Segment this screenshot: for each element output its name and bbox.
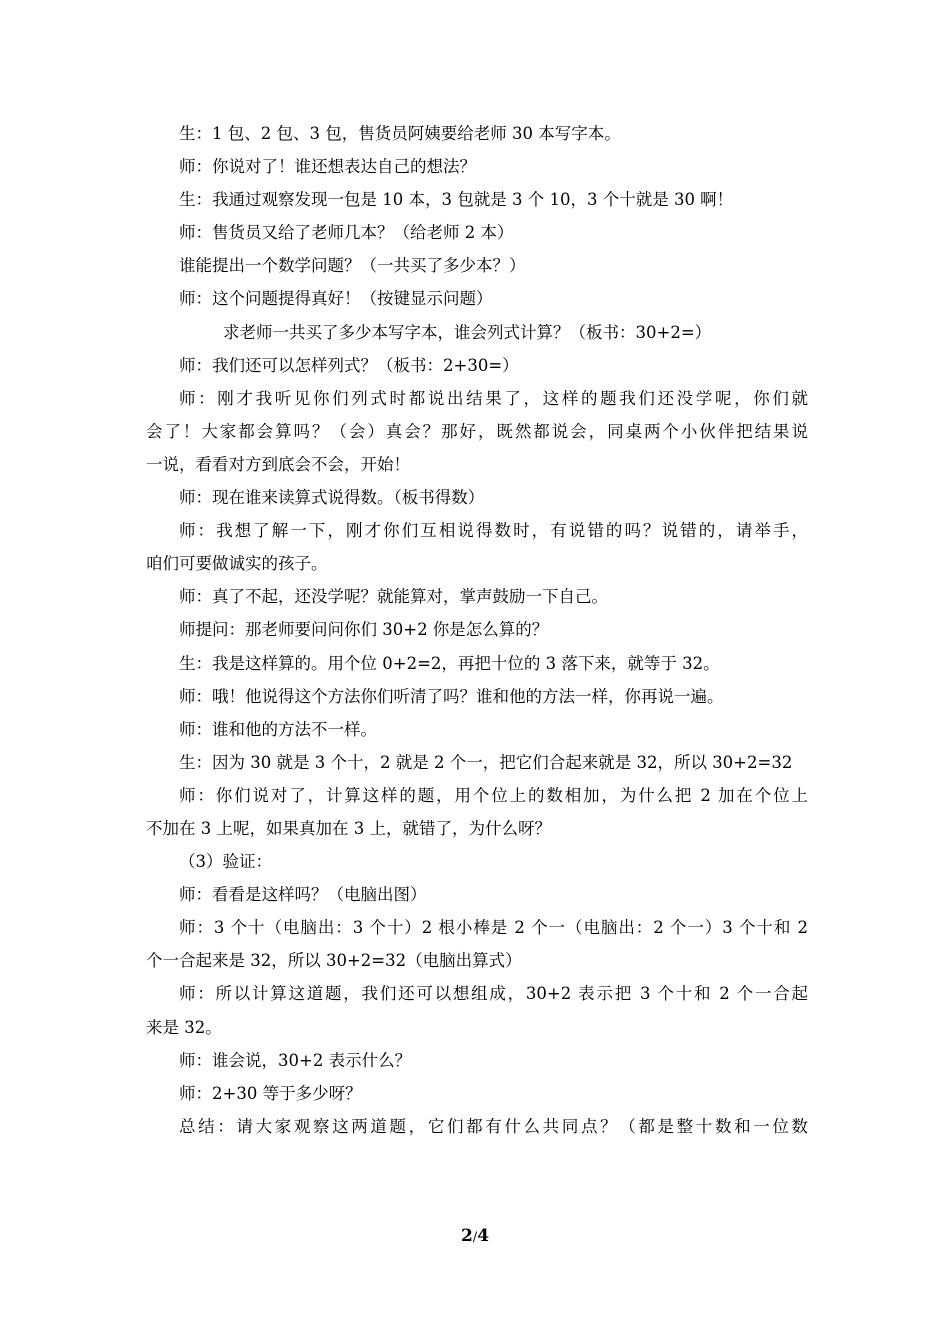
paragraph-line: 师：2+30 等于多少呀？ [179, 1083, 362, 1103]
document-body [146, 117, 808, 1143]
paragraph-line: 求老师一共买了多少本写字本，谁会列式计算？（板书：30+2=） [223, 322, 712, 342]
page-number-total: 4 [477, 1226, 490, 1246]
paragraph-line: 师：我想了解一下，刚才你们互相说得数时，有说错的吗？说错的，请举手， [179, 521, 808, 541]
paragraph-line: 咱们可要做诚实的孩子。 [146, 554, 328, 574]
paragraph-line: 生：我通过观察发现一包是 10 本，3 包就是 3 个 10，3 个十就是 30 啊！ [179, 190, 734, 210]
paragraph-line: 师：谁和他的方法不一样。 [179, 719, 377, 739]
page-number-current: 2 [460, 1226, 473, 1246]
paragraph-line: 师：我们还可以怎样列式？（板书：2+30=） [179, 355, 519, 375]
section-heading: （3）验证： [179, 852, 272, 872]
paragraph-line: 师：谁会说，30+2 表示什么？ [179, 1050, 412, 1070]
paragraph-line: 师：哦！他说得这个方法你们听清了吗？谁和他的方法一样，你再说一遍。 [179, 686, 724, 706]
page-number-separator: / [472, 1230, 478, 1245]
paragraph-line: 师：3 个十（电脑出：3 个十）2 根小棒是 2 个一（电脑出：2 个一）3 个十和 2 [179, 918, 808, 938]
paragraph-line: 生：1 包、2 包、3 包，售货员阿姨要给老师 30 本写字本。 [179, 124, 621, 143]
paragraph-line: 一说，看看对方到底会不会，开始！ [146, 454, 410, 474]
paragraph-line: 生：因为 30 就是 3 个十，2 就是 2 个一，把它们合起来就是 32，所以 30+2=32 [179, 752, 793, 772]
page-number [0, 1226, 950, 1246]
paragraph-line: 个一合起来是 32，所以 30+2=32（电脑出算式） [146, 951, 522, 971]
paragraph-line: 师：这个问题提得真好！（按键显示问题） [179, 289, 493, 309]
paragraph-line: 师：现在谁来读算式说得数。（板书得数） [179, 488, 485, 508]
paragraph-line: 师：你说对了！谁还想表达自己的想法？ [179, 157, 476, 177]
paragraph-line: 会了！大家都会算吗？（会）真会？那好，既然都说会，同桌两个小伙伴把结果说 [146, 421, 808, 441]
paragraph-line: 师：你们说对了，计算这样的题，用个位上的数相加，为什么把 2 加在个位上 [179, 785, 808, 805]
paragraph-line: 师：所以计算这道题，我们还可以想组成，30+2 表示把 3 个十和 2 个一合起 [179, 984, 808, 1004]
paragraph-line: 师：看看是这样吗？（电脑出图） [179, 885, 427, 905]
paragraph-line: 生：我是这样算的。用个位 0+2=2，再把十位的 3 落下来，就等于 32。 [179, 653, 720, 673]
paragraph-line: 师：刚才我听见你们列式时都说出结果了，这样的题我们还没学呢，你们就 [179, 388, 808, 408]
paragraph-line: 不加在 3 上呢，如果真加在 3 上，就错了，为什么呀？ [146, 818, 551, 838]
paragraph-line: 师：真了不起，还没学呢？就能算对，掌声鼓励一下自己。 [179, 587, 608, 607]
paragraph-line: 师提问：那老师要问问你们 30+2 你是怎么算的？ [179, 620, 549, 640]
paragraph-line: 总结：请大家观察这两道题，它们都有什么共同点？（都是整十数和一位数 [179, 1116, 808, 1136]
paragraph-line: 来是 32。 [146, 1017, 222, 1037]
paragraph-line: 师：售货员又给了老师几本？（给老师 2 本） [179, 223, 514, 243]
paragraph-line: 谁能提出一个数学问题？（一共买了多少本？） [179, 256, 526, 276]
